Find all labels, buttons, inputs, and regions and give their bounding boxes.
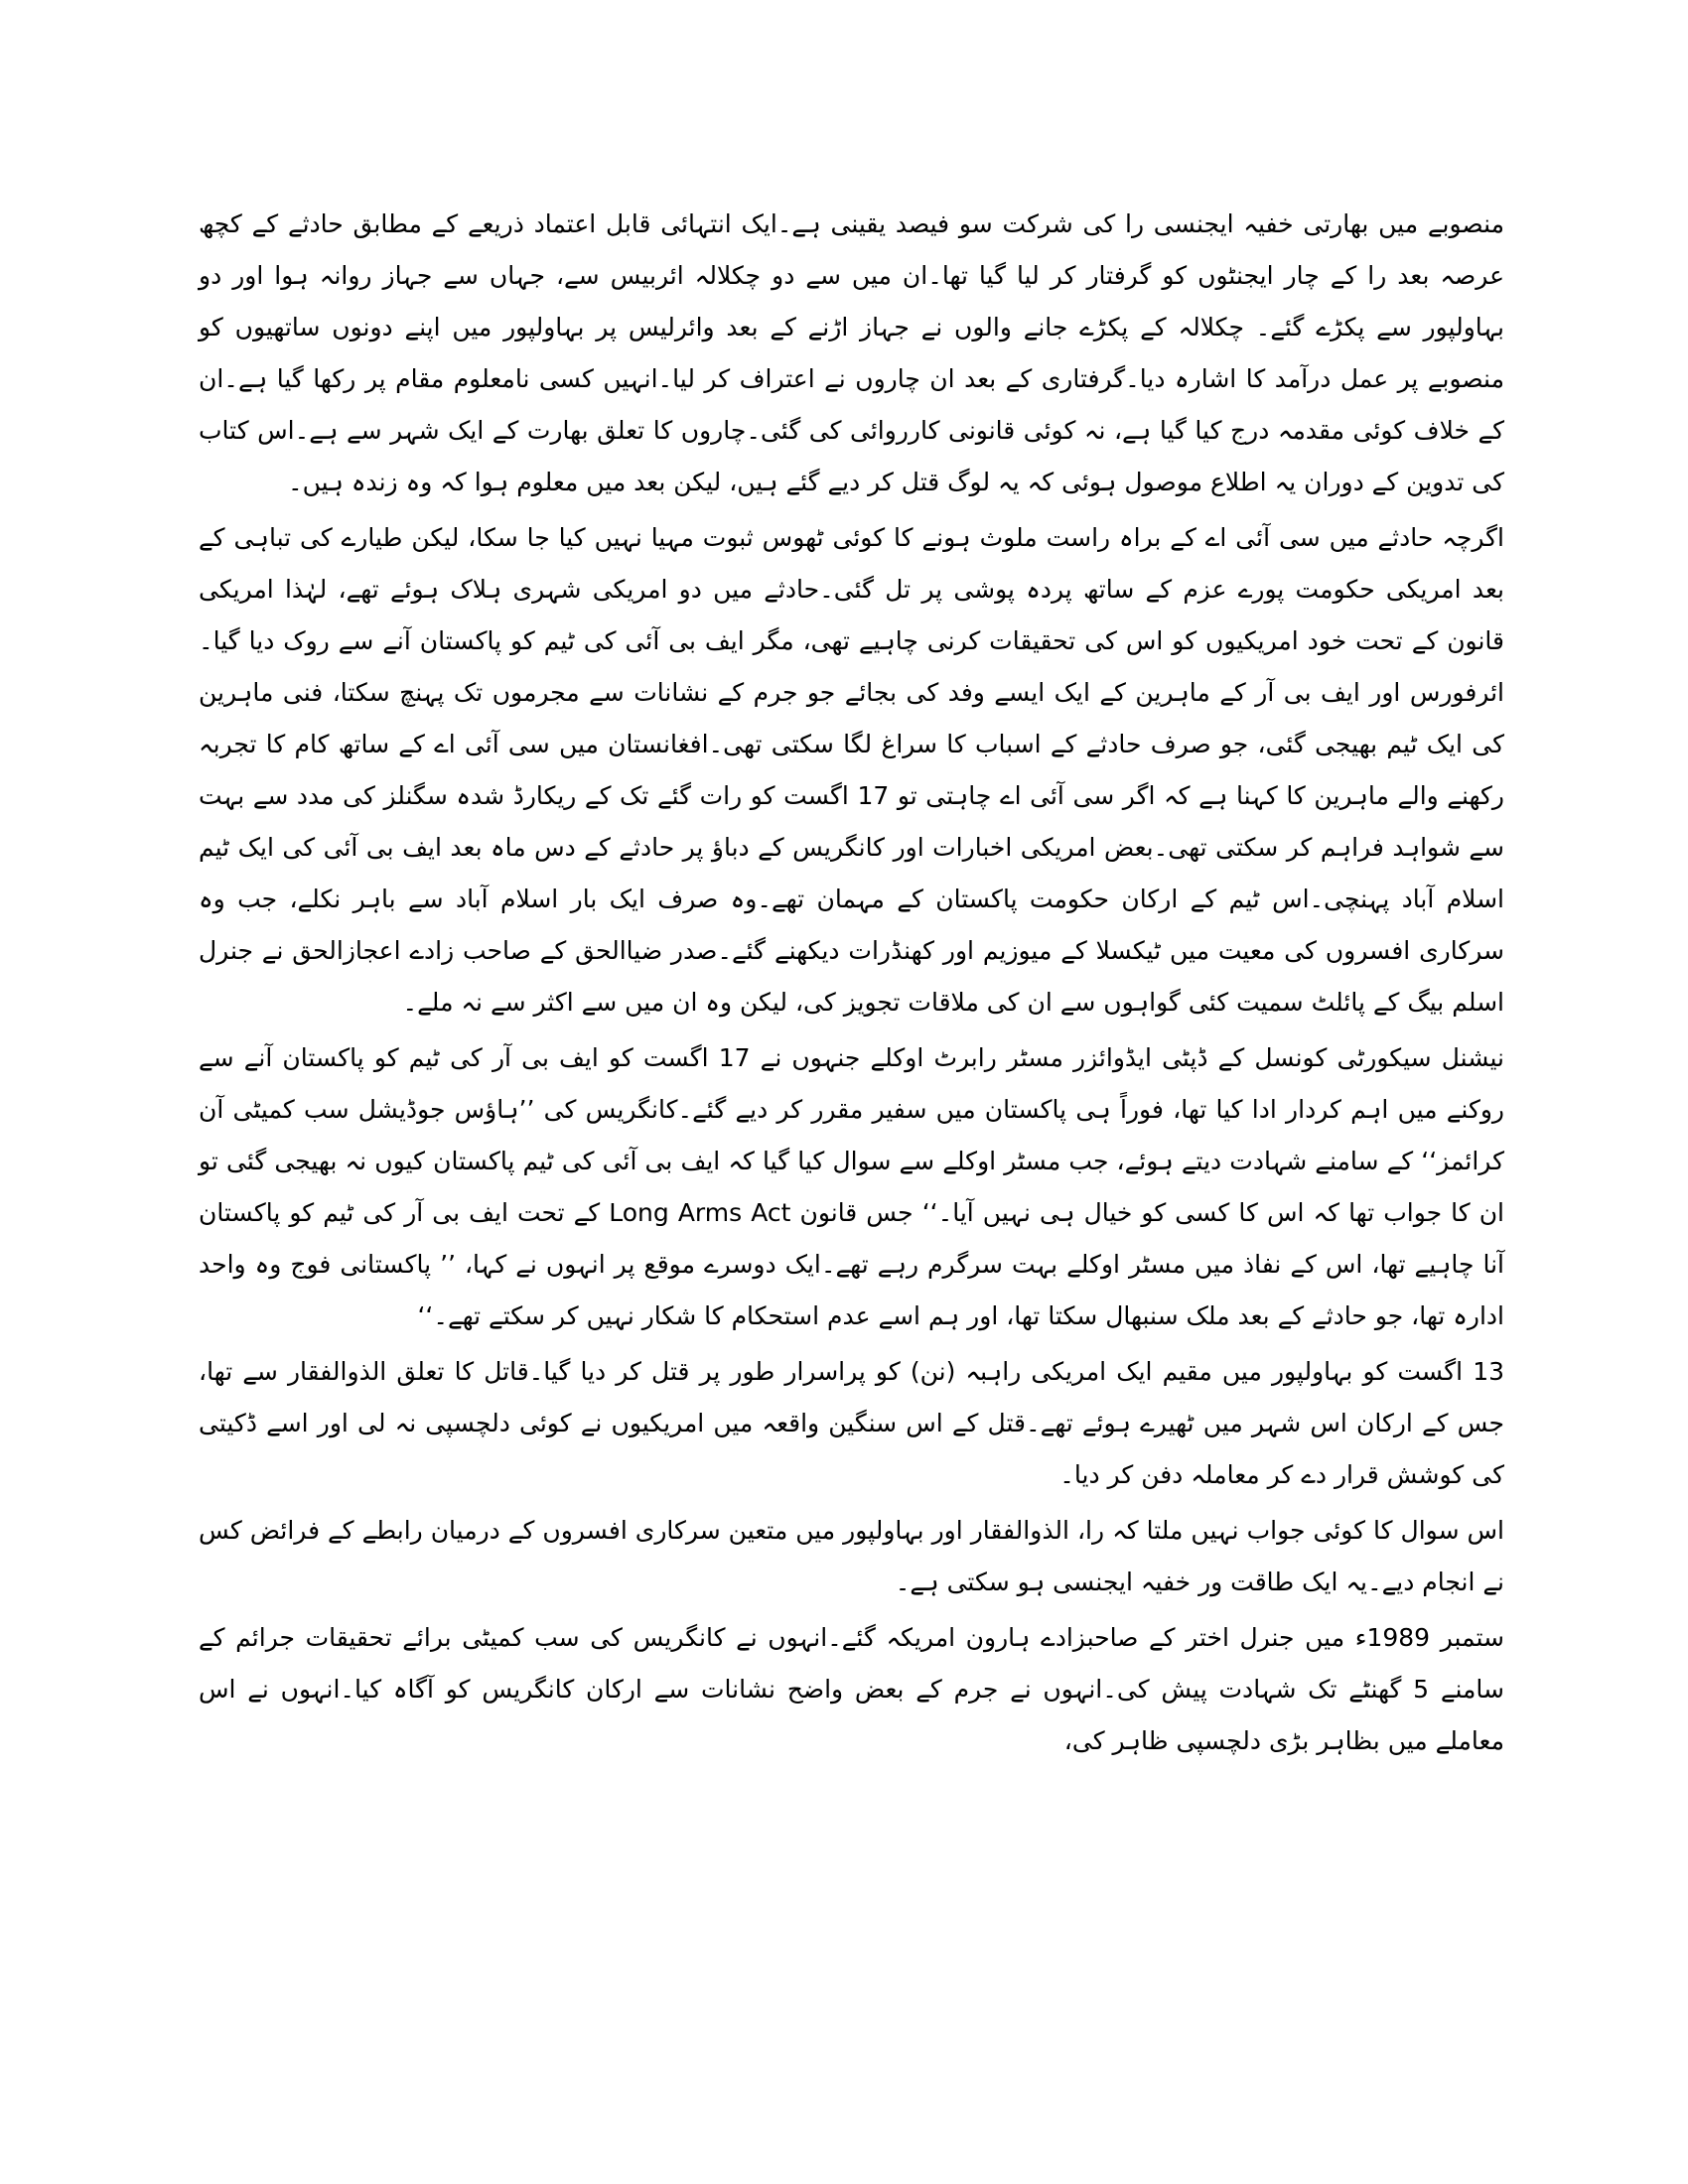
paragraph-raw-agents: منصوبے میں بھارتی خفیہ ایجنسی را کی شرکت سو فیصد یقینی ہے۔ایک انتہائی قابل اعتماد ذریعے کے مطابق حادثے کے کچھ عرصہ بعد را کے چار ایجنٹوں کو گرفتار کر لیا گیا تھا۔ان میں سے دو چکلالہ ائربیس سے، جہاں سے جہاز روانہ ہوا اور دو بہاولپور سے پکڑے گئے۔ چکلالہ کے پکڑے جانے والوں نے جہاز اڑنے کے بعد وائرلیس پر بہاولپور میں اپنے دونوں ساتھیوں کو منصوبے پر عمل درآمد کا اشارہ دیا۔گرفتاری کے بعد ان چاروں نے اعتراف کر لیا۔انہیں کسی نامعلوم مقام پر رکھا گیا ہے۔ان کے خلاف کوئی مقدمہ درج کیا گیا ہے، نہ کوئی قانونی کارروائی کی گئی۔چاروں کا تعلق بھارت کے ایک شہر سے ہے۔اس کتاب کی تدوین کے دوران یہ اطلاع موصول ہوئی کہ یہ لوگ قتل کر دیے گئے ہیں، لیکن بعد میں معلوم ہوا کہ وہ زندہ ہیں۔ [199, 209, 1504, 496]
paragraph-haroon-testimony: ستمبر 1989ء میں جنرل اختر کے صاحبزادے ہارون امریکہ گئے۔انہوں نے کانگریس کی سب کمیٹی برائے تحقیقات جرائم کے سامنے 5 گھنٹے تک شہادت پیش کی۔انہوں نے جرم کے بعض واضح نشانات سے ارکان کانگریس کو آگاہ کیا۔انہوں نے اس معاملے میں بظاہر بڑی دلچسپی ظاہر کی، [199, 1623, 1504, 1755]
paragraph-oakley: نیشنل سیکورٹی کونسل کے ڈپٹی ایڈوائزر مسٹر رابرٹ اوکلے جنہوں نے 17 اگست کو ایف بی آر کی ٹیم کو پاکستان آنے سے روکنے میں اہم کردار ادا کیا تھا، فوراً ہی پاکستان میں سفیر مقرر کر دیے گئے۔کانگریس کی ’’ہاؤس جوڈیشل سب کمیٹی آن کرائمز‘‘ کے سامنے شہادت دیتے ہوئے، جب مسٹر اوکلے سے سوال کیا گیا کہ ایف بی آئی کی ٹیم پاکستان کیوں نہ بھیجی گئی تو ان کا جواب تھا کہ اس کا کسی کو خیال ہی نہیں آیا۔‘‘ جس قانون Long Arms Act کے تحت ایف بی آر کی ٹیم کو پاکستان آنا چاہیے تھا، اس کے نفاذ میں مسٹر اوکلے بہت سرگرم رہے تھے۔ایک دوسرے موقع پر انہوں نے کہا، ’’ پاکستانی فوج وہ واحد ادارہ تھا، جو حادثے کے بعد ملک سنبھال سکتا تھا، اور ہم اسے عدم استحکام کا شکار نہیں کر سکتے تھے۔‘‘ [199, 1043, 1504, 1330]
paragraph-liaison-question: اس سوال کا کوئی جواب نہیں ملتا کہ را، الذوالفقار اور بہاولپور میں متعین سرکاری افسروں کے درمیان رابطے کے فرائض کس نے انجام دیے۔یہ ایک طاقت ور خفیہ ایجنسی ہو سکتی ہے۔ [199, 1516, 1504, 1596]
paragraph-cia-coverup: اگرچہ حادثے میں سی آئی اے کے براہ راست ملوث ہونے کا کوئی ٹھوس ثبوت مہیا نہیں کیا جا سکا، لیکن طیارے کی تباہی کے بعد امریکی حکومت پورے عزم کے ساتھ پردہ پوشی پر تل گئی۔حادثے میں دو امریکی شہری ہلاک ہوئے تھے، لہٰذا امریکی قانون کے تحت خود امریکیوں کو اس کی تحقیقات کرنی چاہیے تھی، مگر ایف بی آئی کی ٹیم کو پاکستان آنے سے روک دیا گیا۔ائرفورس اور ایف بی آر کے ماہرین کے ایک ایسے وفد کی بجائے جو جرم کے نشانات سے مجرموں تک پہنچ سکتا، فنی ماہرین کی ایک ٹیم بھیجی گئی، جو صرف حادثے کے اسباب کا سراغ لگا سکتی تھی۔افغانستان میں سی آئی اے کے ساتھ کام کا تجربہ رکھنے والے ماہرین کا کہنا ہے کہ اگر سی آئی اے چاہتی تو 17 اگست کو رات گئے تک کے ریکارڈ شدہ سگنلز کی مدد سے بہت سے شواہد فراہم کر سکتی تھی۔بعض امریکی اخبارات اور کانگریس کے دباؤ پر حادثے کے دس ماہ بعد ایف بی آئی کی ایک ٹیم اسلام آباد پہنچی۔اس ٹیم کے ارکان حکومت پاکستان کے مہمان تھے۔وہ صرف ایک بار اسلام آباد سے باہر نکلے، جب وہ سرکاری افسروں کی معیت میں ٹیکسلا کے میوزیم اور کھنڈرات دیکھنے گئے۔صدر ضیاالحق کے صاحب زادے اعجازالحق نے جنرل اسلم بیگ کے پائلٹ سمیت کئی گواہوں سے ان کی ملاقات تجویز کی، لیکن وہ ان میں سے اکثر سے نہ ملے۔ [199, 523, 1504, 1017]
paragraph-nun-murder: 13 اگست کو بہاولپور میں مقیم ایک امریکی راہبہ (نن) کو پراسرار طور پر قتل کر دیا گیا۔قاتل کا تعلق الذوالفقار سے تھا، جس کے ارکان اس شہر میں ٹھیرے ہوئے تھے۔قتل کے اس سنگین واقعہ میں امریکیوں نے کوئی دلچسپی نہ لی اور اسے ڈکیتی کی کوشش قرار دے کر معاملہ دفن کر دیا۔ [199, 1357, 1504, 1489]
document-page [199, 199, 1504, 1771]
